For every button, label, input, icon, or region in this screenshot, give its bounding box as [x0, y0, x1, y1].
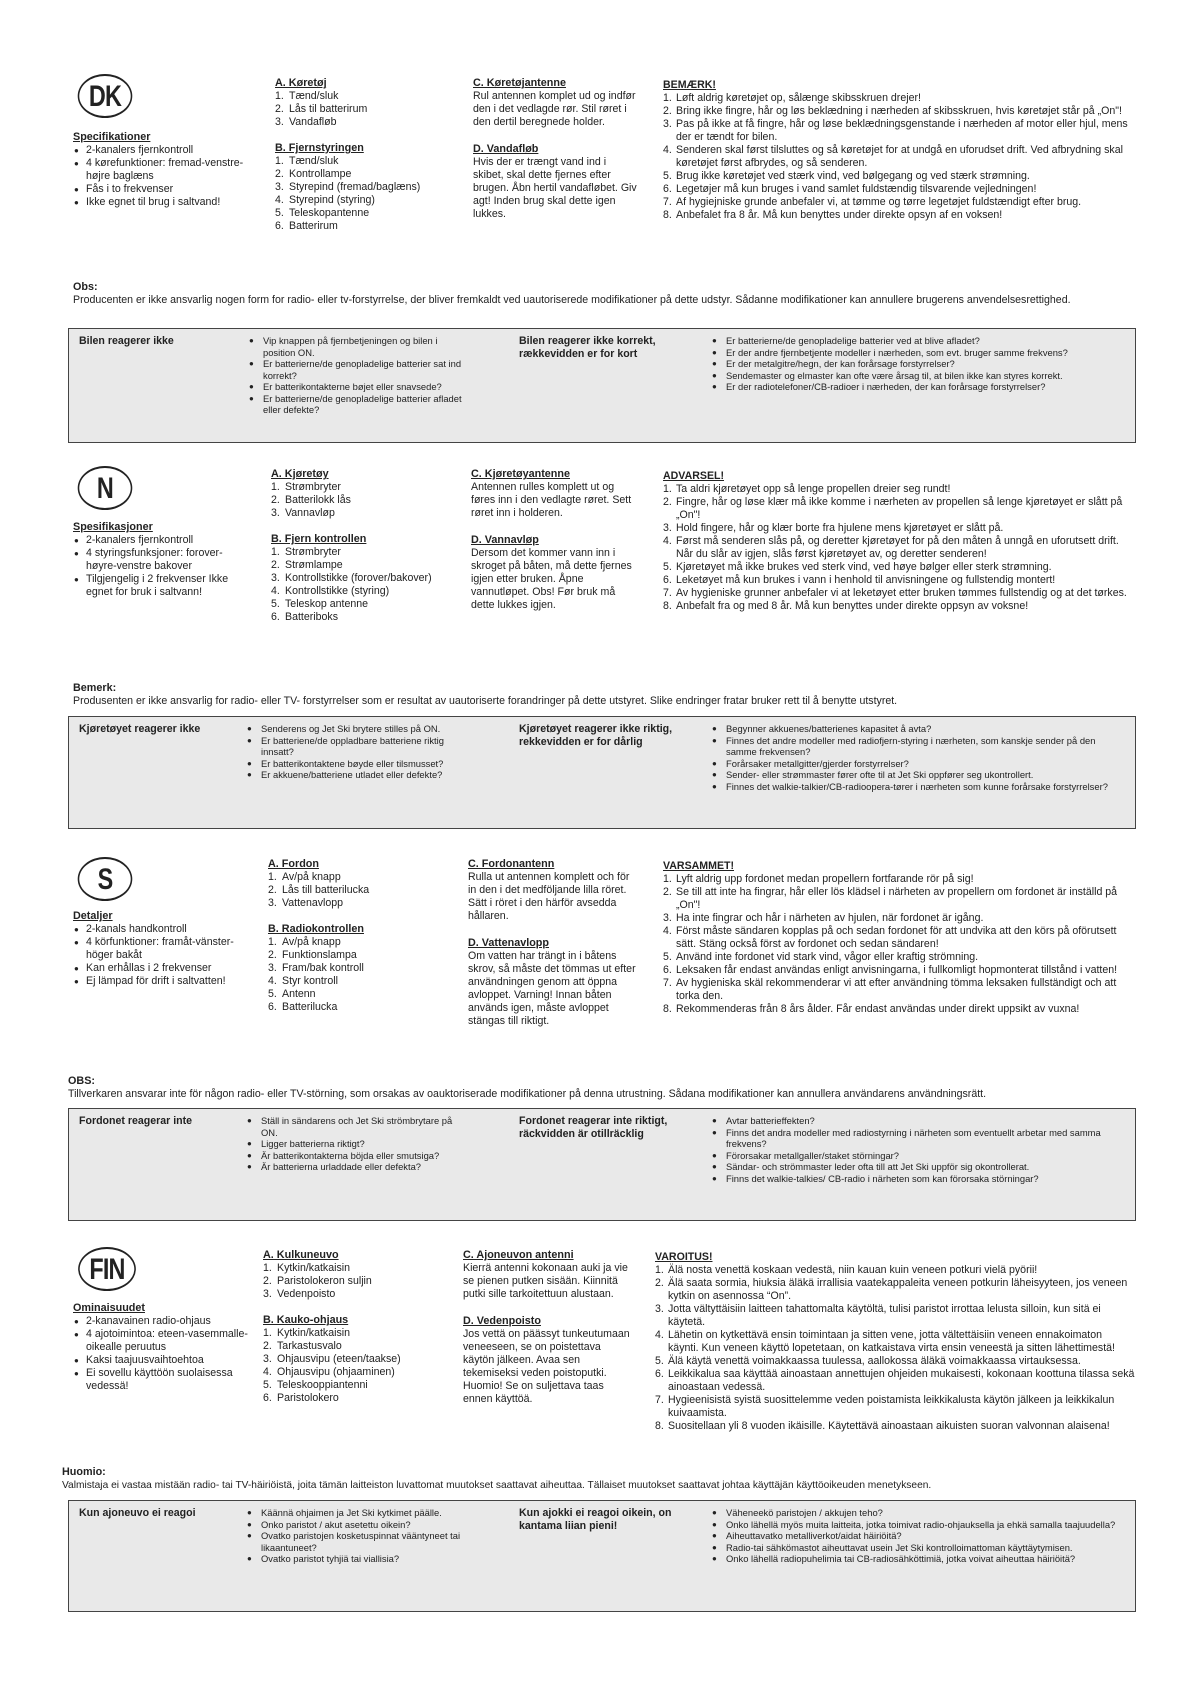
drain-text: Jos vettä on päässyt tunkeutumaan veneeseen, se on poistettava käytön jälkeen. Avaa sen tekemiseksi veden poistoputki. Huomio! Se on suljettava taas ennen käyttöä.	[463, 1328, 630, 1405]
parts-column	[263, 1249, 448, 1415]
warning-item: 4. Først må senderen slås på, og deretter kjøretøyet for på den måten å unngå en uforutsett drift. Når du slår av igjen, slås først kjøretøyet av, og deretter senderen!	[663, 535, 1119, 560]
vehicle-parts-title: A. Fordon	[268, 858, 319, 870]
warning-item: 5. Använd inte fordonet vid stark vind, vågor eller kraftig strömning.	[663, 951, 979, 963]
check-item: ● Begynner akkuenes/batterienes kapasitet å avta?	[712, 723, 1122, 735]
problem-title: Kun ajokki ei reagoi oikein, on kantama liian pieni!	[519, 1507, 672, 1532]
warning-item: 3. Ha inte fingrar och hår i närheten av hjulen, när fordonet är igång.	[663, 912, 984, 924]
disclaimer-title: Obs:	[73, 281, 98, 293]
antenna-text: Rul antennen komplet ud og indfør den i det vedlagde rør. Stil røret i den dertil beregnede holder.	[473, 90, 636, 128]
warning-item: 8. Suositellaan yli 8 vuoden ikäisille. Käytettävä ainoastaan aikuisten suoran valvonnan alaisena!	[655, 1420, 1110, 1432]
check-item: ● Radio-tai sähkömastot aiheuttavat usein Jet Ski kontrolloimattoman käyttäytymisen.	[712, 1542, 1122, 1554]
antenna-title: C. Fordonantenn	[468, 858, 555, 870]
check-item: ● Är batterierna urladdade eller defekta?	[247, 1161, 467, 1173]
antenna-title: C. Køretøjantenne	[473, 77, 566, 89]
antenna-title: C. Ajoneuvon antenni	[463, 1249, 574, 1261]
problem-title: Fordonet reagerar inte	[79, 1115, 193, 1127]
problem-title: Bilen reagerer ikke	[79, 335, 174, 347]
part-item: 2. Funktionslampa	[268, 949, 357, 961]
check-item: ● Sender- eller strømmaster fører ofte til at Jet Ski oppfører seg ukontrollert.	[712, 769, 1122, 781]
warning-item: 3. Jotta vältyttäisiin laitteen tahattomalta käytöltä, tulisi paristot irrottaa lelusta silloin, kun sitä ei käytetä.	[655, 1303, 1101, 1328]
warning-item: 4. Senderen skal først tilsluttes og så køretøjet for at undgå en uforudset drift. Ved afbrydning skal køretøjet først afbrydes, og så senderen.	[663, 144, 1123, 169]
part-item: 6. Batteriboks	[271, 611, 338, 623]
warning-item: 7. Af hygiejniske grunde anbefaler vi, at tømme og tørre legetøjet fuldstændigt efter brug.	[663, 196, 1082, 208]
warning-title: VARSAMMET!	[663, 860, 735, 872]
warning-title: BEMÆRK!	[663, 79, 716, 91]
spec-item: ● 2-kanalers fjernkontroll	[73, 144, 248, 157]
spec-item: ● 4 kørefunktioner: fremad-venstre-højre baglæns	[73, 157, 248, 183]
check-item: ● Forårsaker metallgitter/gjerder forstyrrelser?	[712, 758, 1122, 770]
specifications	[73, 521, 248, 599]
part-item: 1. Kytkin/katkaisin	[263, 1327, 351, 1339]
spec-title: Ominaisuudet	[73, 1302, 145, 1314]
antenna-drain-column	[473, 77, 638, 231]
warning-item: 1. Ta aldri kjøretøyet opp så lenge propellen dreier seg rundt!	[663, 483, 951, 495]
check-item: ● Er batterierne/de genopladelige batterier ved at blive afladet?	[712, 335, 1122, 347]
problem-title: Kjøretøyet reagerer ikke riktig, rekkevidden er for dårlig	[519, 723, 673, 748]
antenna-drain-column	[471, 468, 636, 622]
spec-item: ● 4 ajotoimintoa: eteen-vasemmalle-oikealle peruutus	[73, 1328, 248, 1354]
check-item: ● Er batterierne/de genopladelige batterier afladet eller defekte?	[249, 393, 469, 416]
part-item: 3. Vannavløp	[271, 507, 335, 519]
warning-item: 7. Av hygieniske grunner anbefaler vi at leketøyet etter bruken tømmes fullstendig og at det tørkes.	[663, 587, 1127, 599]
disclaimer-text: Produsenten er ikke ansvarlig for radio- eller TV- forstyrrelser som er resultat av uautoriserte forandringer på dette utstyret. Slike endringer fratar bruker rett til å benytte utstyret.	[73, 695, 898, 707]
part-item: 4. Kontrollstikke (styring)	[271, 585, 390, 597]
check-item: ● Aiheuttavatko metalliverkot/aidat häiriöitä?	[712, 1530, 1122, 1542]
specifications	[73, 1302, 248, 1393]
spec-item: ● 2-kanalers fjernkontroll	[73, 534, 248, 547]
antenna-text: Rulla ut antennen komplett och för in den i det medföljande lilla röret. Sätt i röret i den härför avsedda hållaren.	[468, 871, 630, 922]
vehicle-parts-title: A. Køretøj	[275, 77, 327, 89]
spec-item: ● Kan erhållas i 2 frekvenser	[73, 962, 248, 975]
warning-item: 6. Leksaken får endast användas enligt anvisningarna, i fullkomligt hopmonterat tillstånd i vatten!	[663, 964, 1118, 976]
check-item: ● Er batteriene/de oppladbare batteriene riktig innsatt?	[247, 735, 467, 758]
troubleshooting-box	[68, 328, 1136, 443]
disclaimer-title: Huomio:	[62, 1466, 106, 1478]
specifications	[73, 131, 248, 209]
check-item: ● Ovatko paristojen kosketuspinnat vääntyneet tai likaantuneet?	[247, 1530, 467, 1553]
warning-item: 1. Løft aldrig køretøjet op, sålænge skibsskruen drejer!	[663, 92, 921, 104]
warning-item: 7. Hygieenisistä syistä suosittelemme veden poistamista leikkikalusta käytön jälkeen ja leikkikalun kuivaamista.	[655, 1394, 1115, 1419]
check-item: ● Er der radiotelefoner/CB-radioer i nærheden, der kan forårsage forstyrrelser?	[712, 381, 1122, 393]
disclaimer-text: Tillverkaren ansvarar inte för någon radio- eller TV-störning, som orsakas av oauktoriserade modifikationer på denna utrustning. Sådana modifikationer kan annullera användarens användningsrätt.	[68, 1088, 987, 1100]
antenna-drain-column	[468, 858, 638, 1038]
problem-title: Kjøretøyet reagerer ikke	[79, 723, 201, 735]
remote-parts-title: B. Fjernstyringen	[275, 142, 364, 154]
warning-item: 8. Anbefalt fra og med 8 år. Må kun benyttes under direkte oppsyn av voksne!	[663, 600, 1029, 612]
parts-column	[268, 858, 448, 1024]
part-item: 5. Teleskooppiantenni	[263, 1379, 368, 1391]
disclaimer	[73, 281, 1143, 307]
disclaimer	[73, 682, 1143, 708]
check-item: ● Sendemaster og elmaster kan ofte være årsag til, at bilen ikke kan styres korrekt.	[712, 370, 1122, 382]
antenna-text: Kierrä antenni kokonaan auki ja vie se pienen putken sisään. Kiinnitä putki sille tarkoitettuun alustaan.	[463, 1262, 628, 1300]
spec-title: Detaljer	[73, 910, 113, 922]
warning-title: VAROITUS!	[655, 1251, 713, 1263]
check-item: ● Sändar- och strömmaster leder ofta till att Jet Ski uppför sig okontrollerat.	[712, 1161, 1122, 1173]
warning-item: 6. Leikkikalua saa käyttää ainoastaan annettujen ohjeiden mukaisesti, kokonaan koottuna tilassa sekä ainoastaan vedessä.	[655, 1368, 1135, 1393]
drain-title: D. Vannavløp	[471, 534, 539, 546]
remote-parts-title: B. Kauko-ohjaus	[263, 1314, 349, 1326]
problem-title: Bilen reagerer ikke korrekt, rækkevidden er for kort	[519, 335, 656, 360]
check-item: ● Er batterikontakterne bøjet eller snavsede?	[249, 381, 469, 393]
part-item: 4. Ohjausvipu (ohjaaminen)	[263, 1366, 395, 1378]
check-item: ● Finnes det walkie-talkier/CB-radioopera-tører i nærheten som kunne forårsake forstyrrelser?	[712, 781, 1122, 793]
check-item: ● Onko lähellä myös muita laitteita, jotka toimivat radio-ohjauksella ja ehkä samalla taajuudella?	[712, 1519, 1122, 1531]
warning-item: 2. Se till att inte ha fingrar, hår eller lös klädsel i närheten av propellern om fordonet är inställd på „On"!	[663, 886, 1118, 911]
part-item: 1. Tænd/sluk	[275, 90, 339, 102]
part-item: 5. Teleskop antenne	[271, 598, 369, 610]
check-item: ● Er batterikontaktene bøyde eller tilsmusset?	[247, 758, 467, 770]
remote-parts-title: B. Radiokontrollen	[268, 923, 364, 935]
check-item: ● Avtar batterieffekten?	[712, 1115, 1122, 1127]
problem-title: Kun ajoneuvo ei reagoi	[79, 1507, 196, 1519]
drain-text: Hvis der er trængt vand ind i skibet, skal dette fjernes efter brugen. Åbn hertil vandafløbet. Giv agt! Inden brug skal dette igen lukkes.	[473, 156, 637, 220]
check-item: ● Onko paristot / akut asetettu oikein?	[247, 1519, 467, 1531]
check-item: ● Senderens og Jet Ski bryterе stilles på ON.	[247, 723, 467, 735]
disclaimer-text: Valmistaja ei vastaa mistään radio- tai TV-häiriöistä, joita tämän laitteiston luvattomat muutokset saattavat aiheuttaa. Tällaiset muutokset saattavat johtaa käyttäjän käyttöoikeuden menetykseen.	[62, 1480, 932, 1491]
vehicle-parts-title: A. Kulkuneuvo	[263, 1249, 339, 1261]
warning-item: 2. Älä saata sormia, hiuksia äläkä irrallisia vaatekappaleita veneen potkurin läheisyyteen, jos veneen kytkin on asennossa “On”.	[655, 1277, 1128, 1302]
warning-item: 6. Legetøjer må kun bruges i vand samlet fuldstændig tilsvarende vejledningen!	[663, 183, 1037, 195]
part-item: 6. Batterilucka	[268, 1001, 338, 1013]
warning-item: 7. Av hygieniska skäl rekommenderar vi att efter användning tömma leksaken fullständigt och att torka den.	[663, 977, 1117, 1002]
problem-title: Fordonet reagerar inte riktigt, räckvidden är otillräcklig	[519, 1115, 668, 1140]
part-item: 2. Paristolokeron suljin	[263, 1275, 372, 1287]
part-item: 4. Styr kontroll	[268, 975, 338, 987]
warning-item: 1. Älä nosta venettä koskaan vedestä, niin kauan kuin veneen potkuri vielä pyörii!	[655, 1264, 1038, 1276]
part-item: 3. Ohjausvipu (eteen/taakse)	[263, 1353, 401, 1365]
warning-item: 8. Anbefalet fra 8 år. Må kun benyttes under direkte opsyn af en voksen!	[663, 209, 1003, 221]
part-item: 6. Batterirum	[275, 220, 338, 232]
part-item: 5. Teleskopantenne	[275, 207, 370, 219]
warning-item: 5. Älä käytä venettä voimakkaassa tuulessa, aallokossa äläkä voimakkaassa virtauksessa.	[655, 1355, 1081, 1367]
part-item: 1. Av/på knapp	[268, 936, 341, 948]
warning-item: 3. Hold fingere, hår og klær borte fra hjulene mens kjøretøyet er slått på.	[663, 522, 1004, 534]
warning-item: 4. Först måste sändaren kopplas på och sedan fordonet för att undvika att den körs på oförutsett sätt. Stäng också först av fordonet och sedan sändaren!	[663, 925, 1117, 950]
antenna-drain-column	[463, 1249, 633, 1416]
check-item: ● Er akkuene/batteriene utladet eller defekte?	[247, 769, 467, 781]
check-item: ● Väheneekö paristojen / akkujen teho?	[712, 1507, 1122, 1519]
parts-column	[275, 77, 450, 243]
check-item: ● Ovatko paristot tyhjiä tai viallisia?	[247, 1553, 467, 1565]
part-item: 5. Antenn	[268, 988, 316, 1000]
spec-item: ● 4 körfunktioner: framåt-vänster-höger bakåt	[73, 936, 248, 962]
specifications	[73, 910, 248, 988]
spec-item: ● Fås i to frekvenser	[73, 183, 248, 196]
spec-item: ● 2-kanals handkontroll	[73, 923, 248, 936]
troubleshooting-box	[68, 1500, 1136, 1612]
part-item: 3. Vandafløb	[275, 116, 337, 128]
spec-item: ● 4 styringsfunksjoner: forover-høyre-venstre bakover	[73, 547, 248, 573]
troubleshooting-box	[68, 1108, 1136, 1221]
check-item: ● Er der andre fjernbetjente modeller i nærheden, som evt. bruger samme frekvens?	[712, 347, 1122, 359]
warning-item: 5. Brug ikke køretøjet ved stærk vind, ved bølgegang og ved stærk strømning.	[663, 170, 1030, 182]
warning-item: 4. Lähetin on kytkettävä ensin toimintaan ja sitten vene, jotta vältettäisiin veneen ennakoimaton käynti. Kun veneen käyttö lopetetaan, on katkaistava virta ensin veneestä ja sitten lähettimestä!	[655, 1329, 1115, 1354]
part-item: 2. Strømlampe	[271, 559, 343, 571]
spec-title: Specifikationer	[73, 131, 151, 143]
country-badge-s: S	[78, 857, 133, 901]
warning-list	[663, 470, 1133, 613]
disclaimer	[62, 1466, 1062, 1492]
part-item: 2. Batterilokk lås	[271, 494, 351, 506]
disclaimer	[68, 1075, 1138, 1101]
drain-title: D. Vandafløb	[473, 143, 539, 155]
drain-title: D. Vedenpoisto	[463, 1315, 541, 1327]
part-item: 2. Tarkastusvalo	[263, 1340, 342, 1352]
part-item: 3. Styrepind (fremad/baglæns)	[275, 181, 421, 193]
part-item: 1. Tænd/sluk	[275, 155, 339, 167]
warning-item: 1. Lyft aldrig upp fordonet medan propellern fortfarande rör på sig!	[663, 873, 974, 885]
check-item: ● Finns det andra modeller med radiostyrning i närheten som eventuellt arbetar med samma frekvens?	[712, 1127, 1122, 1150]
part-item: 1. Strømbryter	[271, 546, 341, 558]
troubleshooting-box	[68, 716, 1136, 829]
part-item: 4. Styrepind (styring)	[275, 194, 375, 206]
warning-list	[663, 860, 1133, 1016]
drain-title: D. Vattenavlopp	[468, 937, 549, 949]
part-item: 3. Kontrollstikke (forover/bakover)	[271, 572, 432, 584]
check-item: ● Förorsakar metallgaller/staket störningar?	[712, 1150, 1122, 1162]
part-item: 3. Fram/bak kontroll	[268, 962, 364, 974]
spec-item: ● Kaksi taajuusvaihtoehtoa	[73, 1354, 248, 1367]
antenna-title: C. Kjøretøyantenne	[471, 468, 570, 480]
spec-item: ● Ei sovellu käyttöön suolaisessa vedessä!	[73, 1367, 248, 1393]
spec-item: ● Tilgjengelig i 2 frekvenser Ikke egnet for bruk i saltvann!	[73, 573, 248, 599]
part-item: 3. Vattenavlopp	[268, 897, 344, 909]
warning-list	[663, 79, 1133, 222]
part-item: 2. Lås till batterilucka	[268, 884, 370, 896]
check-item: ● Är batterikontakterna böjda eller smutsiga?	[247, 1150, 467, 1162]
part-item: 1. Av/på knapp	[268, 871, 341, 883]
spec-title: Spesifikasjoner	[73, 521, 153, 533]
check-item: ● Ligger batterierna riktigt?	[247, 1138, 467, 1150]
part-item: 3. Vedenpoisto	[263, 1288, 336, 1300]
part-item: 6. Paristolokero	[263, 1392, 339, 1404]
check-item: ● Finns det walkie-talkies/ CB-radio i närheten som kan förorsaka störningar?	[712, 1173, 1122, 1185]
warning-list	[655, 1251, 1135, 1433]
warning-item: 2. Fingre, hår og løse klær må ikke komme i nærheten av propellen så lenge kjøretøyet er slått på „On"!	[663, 496, 1123, 521]
warning-item: 5. Kjøretøyet må ikke brukes ved sterk vind, ved høye bølger eller sterk strømning.	[663, 561, 1052, 573]
check-item: ● Er der metalgitre/hegn, der kan forårsage forstyrrelser?	[712, 358, 1122, 370]
warning-item: 8. Rekommenderas från 8 års ålder. Får endast användas under direkt uppsikt av vuxna!	[663, 1003, 1080, 1015]
country-badge-fin: FIN	[78, 1247, 136, 1291]
country-badge-dk: DK	[78, 74, 133, 118]
disclaimer-title: OBS:	[68, 1075, 95, 1087]
check-item: ● Ställ in sändarens och Jet Ski strömbrytare på ON.	[247, 1115, 467, 1138]
warning-title: ADVARSEL!	[663, 470, 725, 482]
warning-item: 6. Leketøyet må kun brukes i vann i henhold til anvisningene og fullstendig montert!	[663, 574, 1056, 586]
antenna-text: Antennen rulles komplett ut og føres inn i den vedlagte røret. Sett røret inn i holderen.	[471, 481, 632, 519]
drain-text: Dersom det kommer vann inn i skroget på båten, må dette fjernes igjen etter bruken. Åpne vannutløpet. Obs! Før bruk må dette lukkes igjen.	[471, 547, 632, 611]
spec-item: ● Ikke egnet til brug i saltvand!	[73, 196, 248, 209]
spec-item: ● 2-kanavainen radio-ohjaus	[73, 1315, 248, 1328]
check-item: ● Vip knappen på fjernbetjeningen og bilen i position ON.	[249, 335, 469, 358]
part-item: 2. Kontrollampe	[275, 168, 352, 180]
part-item: 2. Lås til batterirum	[275, 103, 368, 115]
warning-item: 2. Bring ikke fingre, hår og løs beklædning i nærheden af skibsskruen, hvis køretøjet står på „On"!	[663, 105, 1122, 117]
parts-column	[271, 468, 456, 634]
spec-item: ● Ej lämpad för drift i saltvatten!	[73, 975, 248, 988]
drain-text: Om vatten har trängt in i båtens skrov, så måste det tömmas ut efter användningen genom att öppna avloppet. Varning! Innan båten används igen, måste avloppet stängas till riktigt.	[468, 950, 636, 1027]
check-item: ● Finnes det andre modeller med radiofjern-styring i nærheten, som kanskje sender på den samme frekvensen?	[712, 735, 1122, 758]
check-item: ● Käännä ohjaimen ja Jet Ski kytkimet päälle.	[247, 1507, 467, 1519]
remote-parts-title: B. Fjern kontrollen	[271, 533, 367, 545]
check-item: ● Onko lähellä radiopuhelimia tai CB-radiosähköttimiä, jotka voivat aiheuttaa häiriöitä?	[712, 1553, 1122, 1565]
country-badge-n: N	[78, 466, 133, 510]
part-item: 1. Kytkin/katkaisin	[263, 1262, 351, 1274]
disclaimer-title: Bemerk:	[73, 682, 117, 694]
vehicle-parts-title: A. Kjøretøy	[271, 468, 329, 480]
check-item: ● Er batterierne/de genopladelige batterier sat ind korrekt?	[249, 358, 469, 381]
part-item: 1. Strømbryter	[271, 481, 341, 493]
warning-item: 3. Pas på ikke at få fingre, hår og løse beklædningsgenstande i nærheden af motor eller hjul, mens der er tændt for bilen.	[663, 118, 1128, 143]
disclaimer-text: Producenten er ikke ansvarlig nogen form for radio- eller tv-forstyrrelse, der bliver fremkaldt ved uautoriserede modifikationer på dette udstyr. Sådanne modifikationer kan annullere brugerens anvendelsesrettighed.	[73, 294, 1071, 306]
